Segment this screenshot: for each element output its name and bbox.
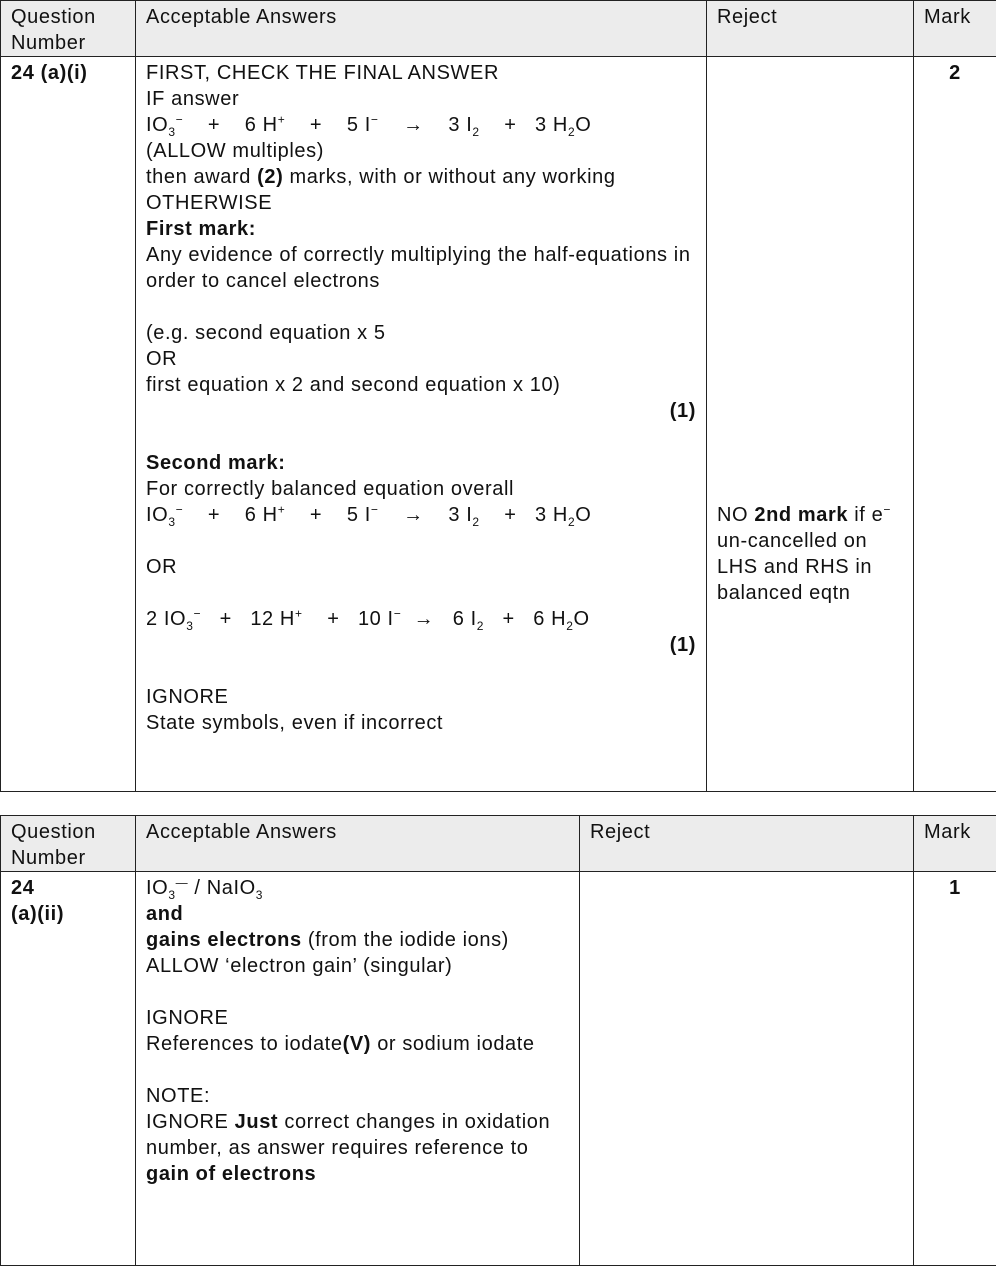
header-reject: Reject [707,1,914,57]
first-mark-heading: First mark: [146,216,696,242]
answer-line: IGNORE [146,684,696,710]
mark-indicator: (1) [146,632,696,658]
answer-line: For correctly balanced equation overall [146,476,696,502]
mark-scheme-table-2 [0,815,996,1266]
header-acceptable-answers: Acceptable Answers [136,816,580,872]
answer-line: then award (2) marks, with or without any working [146,164,696,190]
answer-row [1,57,996,792]
answer-line: IGNORE Just correct changes in oxidation number, as answer requires reference to gain of electrons [146,1109,569,1187]
answer-line: IGNORE [146,1005,569,1031]
answer-line: OR [146,554,696,580]
answer-line: FIRST, CHECK THE FINAL ANSWER [146,60,696,86]
question-number: 24 (a)(i) [1,57,136,792]
header-question-number: Question Number [1,1,136,57]
answer-line: NOTE: [146,1083,569,1109]
answer-line: State symbols, even if incorrect [146,710,696,736]
header-reject: Reject [580,816,914,872]
answer-line: IF answer [146,86,696,112]
equation-overall: $IO_3^-$ + 6 H+ + 5 I− → 3 $I_2$ + 3 $H_2O$ [146,112,696,138]
reject-cell: NO 2nd mark if e− un-cancelled on LHS and RHS in balanced eqtn [707,57,914,792]
answer-line: (e.g. second equation x 5 [146,320,696,346]
answer-line: OTHERWISE [146,190,696,216]
question-number: 24 (a)(ii) [1,872,136,1266]
answer-line: Any evidence of correctly multiplying the half-equations in order to cancel electrons [146,242,696,294]
acceptable-answers-cell [136,57,707,792]
acceptable-answers-cell [136,872,580,1266]
answer-line: References to iodate(V) or sodium iodate [146,1031,569,1057]
reject-cell [580,872,914,1266]
answer-line: (ALLOW multiples) [146,138,696,164]
equation-balanced: $IO_3^-$ + 6 H+ + 5 I− → 3 $I_2$ + 3 $H_2O$ [146,502,696,528]
mark-value: 1 [914,872,996,1266]
header-mark: Mark [914,1,996,57]
mark-value: 2 [914,57,996,792]
answer-line: and [146,901,569,927]
answer-line: OR [146,346,696,372]
second-mark-heading: Second mark: [146,450,696,476]
header-acceptable-answers: Acceptable Answers [136,1,707,57]
header-row [1,816,996,872]
header-row [1,1,996,57]
header-mark: Mark [914,816,996,872]
answer-line: $IO_3^—$ / NaIO$_3$ [146,875,569,901]
mark-indicator: (1) [146,398,696,424]
answer-line: gains electrons (from the iodide ions) [146,927,569,953]
answer-line: ALLOW ‘electron gain’ (singular) [146,953,569,979]
equation-multiple: 2 $IO_3^- + 12$ H+ + 10 I− → 6 $I_2 + 6$ $H_2O$ [146,606,696,632]
answer-line: first equation x 2 and second equation x 10) [146,372,696,398]
header-question-number: Question Number [1,816,136,872]
answer-row [1,872,996,1266]
